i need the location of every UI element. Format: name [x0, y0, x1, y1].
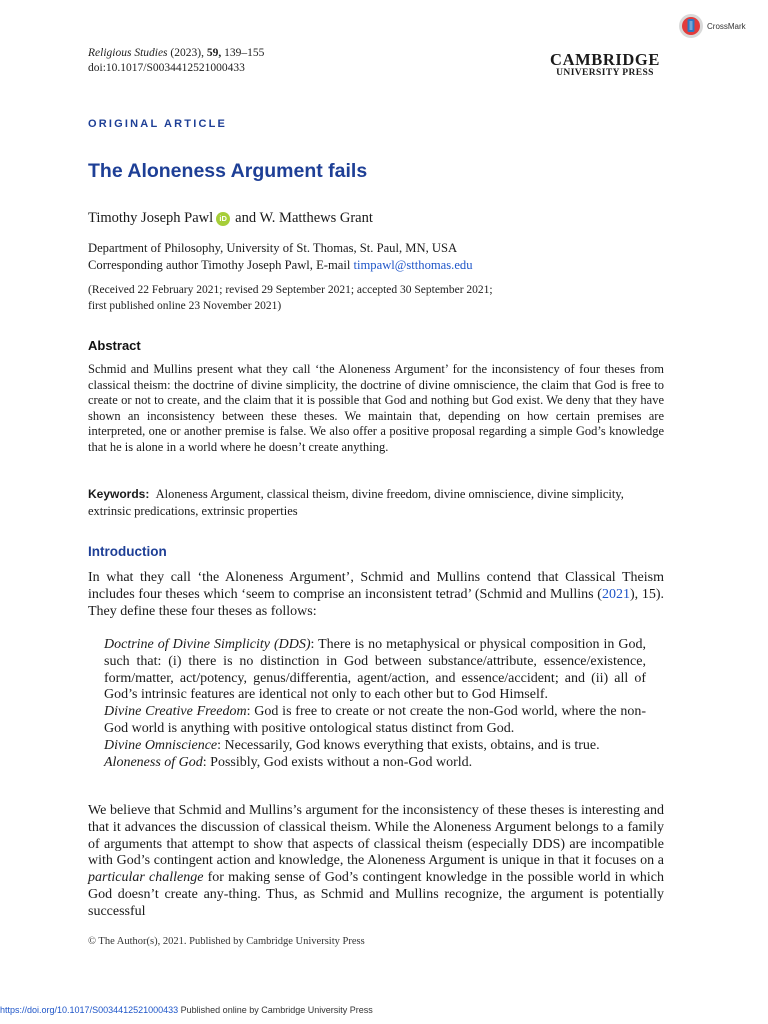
- theses-block: [104, 637, 646, 771]
- crossmark-icon: [678, 13, 704, 39]
- thesis-freedom: Divine Creative Freedom: God is free to create or not create the non-God world, where the non-God world is anything with positive ontological status distinct from God.: [104, 704, 646, 736]
- thesis-aloneness: Aloneness of God: Possibly, God exists without a non-God world.: [104, 754, 473, 770]
- publisher-logo: [545, 52, 665, 79]
- keywords-list: Aloneness Argument, classical theism, divine freedom, divine omniscience, divine simplicity, extrinsic predications, extrinsic properties: [88, 487, 624, 518]
- journal-name: Religious Studies: [88, 47, 168, 59]
- article-type: ORIGINAL ARTICLE: [88, 118, 228, 130]
- affiliation: Department of Philosophy, University of St. Thomas, St. Paul, MN, USA: [88, 241, 458, 255]
- abstract-text: Schmid and Mullins present what they call ‘the Aloneness Argument’ for the inconsistency of four theses from classical theism: the doctrine of divine simplicity, the doctrine of divine omniscience, the claim that God is free to create or not to create, and the claim that it is possible that God and nothing but God exist. We deny that they have shown an inconsistency between these theses. We maintain that, depending on how certain premises are interpreted, one or another premise is false. We also offer a positive proposal regarding a simple God’s knowledge that he is alone in a world where he doesn’t create anything.: [88, 362, 664, 454]
- publisher-name: CAMBRIDGE: [550, 50, 660, 69]
- author-1[interactable]: Timothy Joseph Pawl: [88, 210, 214, 226]
- keywords: [88, 486, 664, 519]
- article-title: The Aloneness Argument fails: [88, 160, 368, 182]
- publication-dates: (Received 22 February 2021; revised 29 September 2021; accepted 30 September 2021; first published online 23 November 2021): [88, 284, 493, 312]
- affiliation-block: [88, 240, 473, 273]
- doi-link[interactable]: https://doi.org/10.1017/S0034412521000433: [0, 1005, 179, 1015]
- thesis-omniscience: Divine Omniscience: Necessarily, God knows everything that exists, obtains, and is true.: [104, 737, 600, 753]
- keywords-label: Keywords:: [88, 487, 150, 501]
- footer-line: https://doi.org/10.1017/S0034412521000433 Published online by Cambridge University Press: [0, 1005, 373, 1015]
- journal-citation: [88, 46, 264, 76]
- journal-year: (2023),: [170, 47, 204, 59]
- author-line: [88, 210, 373, 227]
- introduction-heading: Introduction: [88, 544, 167, 559]
- thesis-dds: Doctrine of Divine Simplicity (DDS): There is no metaphysical or physical composition in God, such that: (i) there is no distinction in God between substance/attribute, essence/existence, form/matter, act/potency, genus/differentia, agent/action, and essence/accident; and (ii) all of God’s intrinsic features are identical not only to each other but to God Himself.: [104, 637, 646, 703]
- journal-pages: 139–155: [224, 47, 265, 59]
- author-2[interactable]: and W. Matthews Grant: [235, 210, 373, 226]
- copyright-notice: © The Author(s), 2021. Published by Cambridge University Press: [88, 936, 365, 947]
- crossmark-badge[interactable]: [678, 13, 746, 39]
- journal-volume: 59,: [206, 47, 222, 59]
- crossmark-label: CrossMark: [707, 21, 746, 31]
- corresponding-author: Corresponding author Timothy Joseph Pawl, E-mail timpawl@stthomas.edu: [88, 257, 473, 272]
- orcid-icon[interactable]: iD: [216, 212, 230, 226]
- citation-link[interactable]: 2021: [601, 586, 630, 602]
- publisher-subname: UNIVERSITY PRESS: [556, 68, 654, 78]
- journal-doi[interactable]: doi:10.1017/S0034412521000433: [88, 62, 245, 74]
- email-link[interactable]: timpawl@stthomas.edu: [353, 257, 473, 272]
- intro-paragraph-2: We believe that Schmid and Mullins’s argument for the inconsistency of these theses is interesting and that it advances the discussion of classical theism. While the Aloneness Argument belongs to a family of arguments that attempt to show that aspects of classical theism (especially DDS) are incompatible with God’s contingent action and knowledge, the Aloneness Argument is unique in that it focuses on a particular challenge for making sense of God’s contingent knowledge in the possible world in which God doesn’t create any-thing. Thus, as Schmid and Mullins recognize, the argument is potentially successful: [88, 803, 664, 919]
- intro-paragraph-1: In what they call ‘the Aloneness Argument’, Schmid and Mullins contend that Classical Theism includes four theses which ‘seem to comprise an inconsistent tetrad’ (Schmid and Mullins (2021), 15). They define these four theses as follows:: [88, 570, 665, 619]
- abstract-heading: Abstract: [88, 338, 141, 353]
